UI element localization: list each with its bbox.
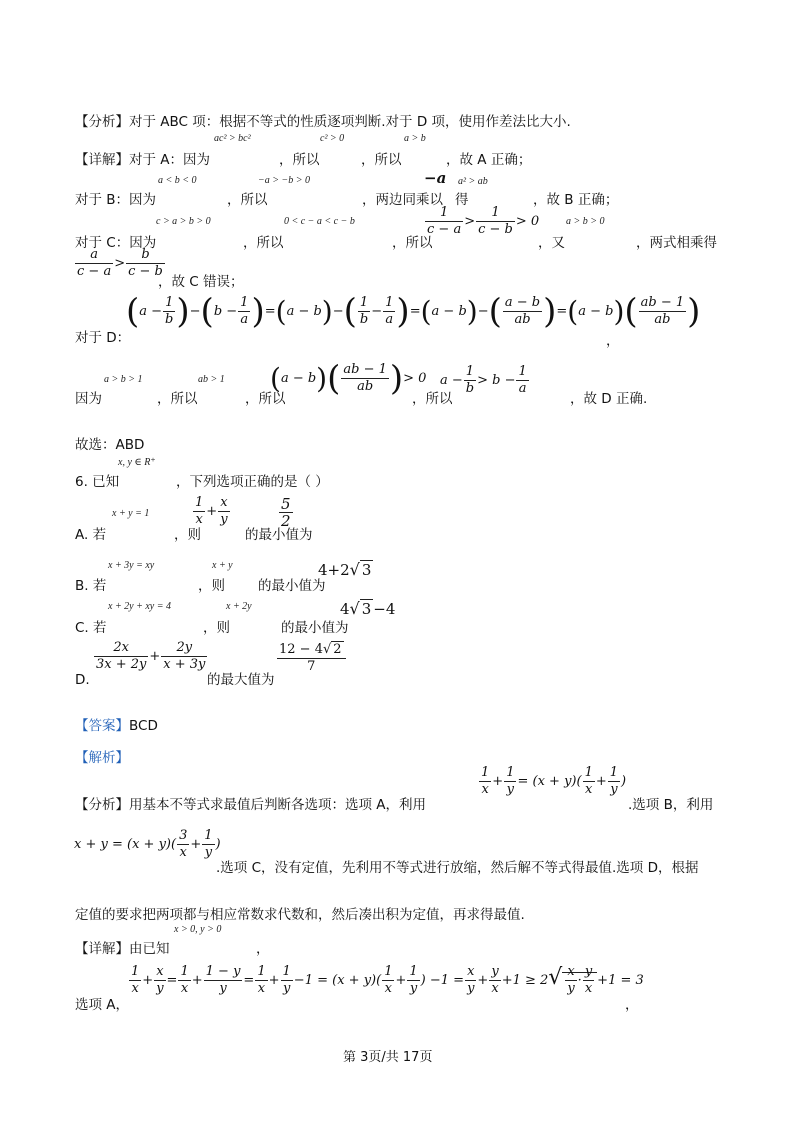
detail-math-xy: x > 0, y > 0 [174, 924, 222, 935]
choice-line: 故选：ABD [75, 437, 145, 453]
q6-analysis-line1 [75, 797, 426, 813]
opt-a-value: $\frac{5}{2}$ [281, 495, 291, 530]
q6-detail-line [75, 941, 170, 957]
frac-c-line: $\frac{1}{c - a}$ > $\frac{1}{c - b}$ > 0 [427, 205, 540, 237]
opt-b-value: 4+2√ 3 [318, 560, 372, 579]
d2-expression-b: a − $\frac{1}{b}$ > b − $\frac{1}{a}$ [440, 364, 527, 396]
opt-c-tail: 的最小值为 [281, 620, 349, 636]
line-b-prefix: 对于 B：因为 [75, 192, 157, 208]
analysis-math-1: $\frac{1}{x}$ + $\frac{1}{y}$ = (x + y)( $\frac{1}{x}$ + $\frac{1}{y}$ ) [481, 765, 627, 797]
opt-d-value: $\frac{12 - 4√ 2}{7}$ [276, 642, 347, 675]
line-a-suffix: ，故 A 正确； [446, 152, 532, 168]
opt-b-mid: ，则 [198, 578, 225, 594]
line-c2-suffix: ，故 C 错误； [158, 274, 244, 290]
answer-tag: 【答案】 [75, 718, 129, 734]
math-a-lt-b-lt-0: a < b < 0 [158, 175, 197, 186]
opt-a-mid: ，则 [174, 527, 201, 543]
page-footer: 第 3页/共 17页 [343, 1050, 433, 1065]
detail-tag: 【详解】 [75, 152, 129, 168]
q6-detail-a-end: ， [625, 997, 639, 1013]
math-neg-a-mult: −a [424, 169, 447, 187]
q6-stem-suffix: ，下列选项正确的是（ ） [176, 474, 329, 490]
detail-line-a [75, 152, 210, 168]
opt-c-expr: x + 2y [226, 601, 252, 612]
frac-c-line2: $\frac{a}{c - a}$ > $\frac{b}{c - b}$ [77, 247, 163, 279]
q6-analysis-p1: 用基本不等式求最值后判断各选项：选项 A，利用 [129, 797, 427, 813]
opt-c-cond: x + 2y + xy = 4 [108, 601, 171, 612]
opt-a-expr: $\frac{1}{x}$ + $\frac{x}{y}$ [195, 495, 228, 527]
math-a-b-1: a > b > 1 [104, 374, 143, 385]
opt-a-tail: 的最小值为 [245, 527, 313, 543]
q6-stem-prefix: 6. 已知 [75, 474, 120, 490]
q6-detail-comma: ， [256, 941, 270, 957]
opt-c-value: 4√ 3 −4 [340, 599, 396, 618]
q6-detail-tag: 【详解】 [75, 941, 129, 957]
opt-d-label: D. [75, 672, 90, 688]
opt-c-mid: ，则 [203, 620, 230, 636]
q6-analysis-p3: .选项 C，没有定值，先利用不等式进行放缩，然后解不等式得最值.选项 D，根据 [216, 860, 699, 876]
analysis-line [75, 114, 571, 130]
math-ab-gt-1: ab > 1 [198, 374, 225, 385]
math-c2-gt-0: c² > 0 [320, 133, 345, 144]
math-neg-a: −a > −b > 0 [258, 175, 310, 186]
line-d2-prefix: 因为 [75, 391, 102, 407]
line-b-mid2: ，两边同乘以 [362, 192, 443, 208]
q6-detail-p1: 由已知 [129, 941, 170, 957]
q6-analysis-p4: 定值的要求把两项都与相应常数求代数和，然后凑出积为定值，再求得最值. [75, 907, 525, 923]
line-b-mid1: ，所以 [227, 192, 268, 208]
line-a-mid1: ，所以 [279, 152, 320, 168]
opt-a-cond: x + y = 1 [112, 508, 150, 519]
line-d-suffix: ， [606, 333, 620, 349]
line-c-suffix: ，两式相乘得 [636, 235, 717, 251]
opt-b-cond: x + 3y = xy [108, 560, 155, 571]
line-a-mid2: ，所以 [361, 152, 402, 168]
opt-b-label: B. 若 [75, 578, 107, 594]
line-a-prefix: 对于 A：因为 [129, 152, 211, 168]
opt-a-label: A. 若 [75, 527, 107, 543]
line-c-prefix: 对于 C：因为 [75, 235, 157, 251]
opt-b-tail: 的最小值为 [258, 578, 326, 594]
answer-line [75, 718, 158, 734]
answer-value: BCD [129, 718, 158, 734]
math-a2-gt-ab: a² > ab [458, 176, 488, 187]
line-c-mid3: ，又 [538, 235, 565, 251]
line-d-prefix: 对于 D： [75, 330, 131, 346]
opt-c-label: C. 若 [75, 620, 107, 636]
opt-b-expr: x + y [212, 560, 233, 571]
line-c-mid1: ，所以 [243, 235, 284, 251]
analysis-tag: 【分析】 [75, 114, 129, 130]
math-a-b-0: a > b > 0 [566, 216, 605, 227]
math-c-a-b: c > a > b > 0 [156, 216, 211, 227]
line-d2-mid3: ，所以 [412, 391, 453, 407]
line-b-suffix: ，故 B 正确； [533, 192, 619, 208]
line-d2-suffix: ，故 D 正确. [570, 391, 648, 407]
q6-analysis-tag: 【分析】 [75, 797, 129, 813]
detail-a-math: $\frac{1}{x}$ + $\frac{x}{y}$ = $\frac{1}{x}$ + $\frac{1 - y}{y}$ = $\frac{1}{x}$ + $\frac{1}{y}$ −1 = (x + y)( $\frac{1}{x}$ + $\frac{1}{y}$ ) −1 = $\frac{x}{y}$ + $\frac{y}{x}$ +1 ≥ 2√ $\frac{x}{y}$ · $\frac{y}{x}$ +1 = 3 [131, 964, 644, 996]
math-a-gt-b: a > b [404, 133, 426, 144]
line-d2-mid2: ，所以 [245, 391, 286, 407]
analysis-text: 对于 ABC 项：根据不等式的性质逐项判断.对于 D 项，使用作差法比大小. [129, 114, 571, 130]
math-0-ca-cb: 0 < c − a < c − b [284, 216, 355, 227]
q6-analysis-p2: .选项 B，利用 [628, 797, 714, 813]
line-c-mid2: ，所以 [392, 235, 433, 251]
q6-detail-a-prefix: 选项 A， [75, 997, 130, 1013]
opt-d-tail: 的最大值为 [207, 672, 275, 688]
math-ac2-bc2: ac² > bc² [214, 133, 251, 144]
math-xy-rplus: x, y ∈ R⁺ [118, 457, 156, 468]
analysis-math-2: x + y = (x + y)( $\frac{3}{x}$ + $\frac{1}{y}$ ) [74, 828, 221, 860]
line-b-mid3: 得 [455, 192, 469, 208]
explain-tag: 【解析】 [75, 750, 129, 766]
line-d2-mid1: ，所以 [157, 391, 198, 407]
d2-expression: (a − b)( $\frac{ab - 1}{ab}$ )> 0 [270, 358, 427, 399]
opt-d-expr: $\frac{2x}{3x + 2y}$ + $\frac{2y}{x + 3y}$ [96, 640, 206, 672]
d-expression: (a − $\frac{1}{b}$ )−(b − $\frac{1}{a}$ )=(a − b)−( $\frac{1}{b}$ − $\frac{1}{a}$ )=(a − b)−( $\frac{a - b}{ab}$ )=(a − b)( $\frac{ab - 1}{ab}$ ) [126, 291, 701, 332]
